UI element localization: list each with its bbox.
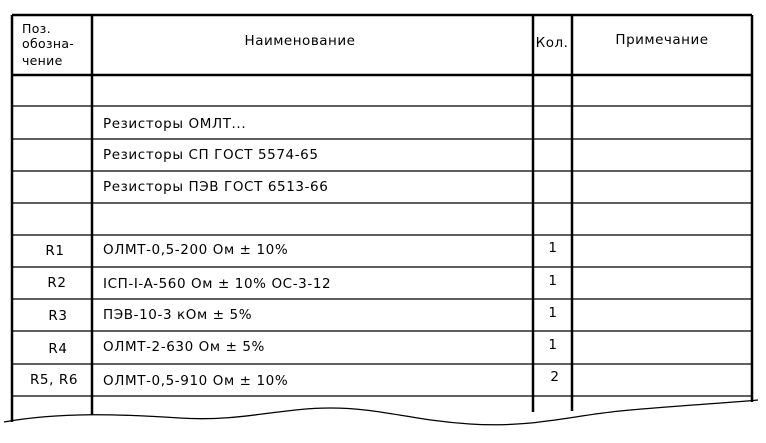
row-qty: 1 [548, 240, 558, 256]
row-name: ПЭВ-10-3 кОм ± 5% [103, 307, 253, 323]
row-name: Резисторы ОМЛТ... [103, 116, 247, 132]
row-name: Резисторы СП ГОСТ 5574-65 [103, 147, 319, 163]
row-qty: 1 [548, 273, 558, 289]
header-name: Наименование [244, 33, 356, 49]
row-qty: 1 [548, 305, 558, 321]
row-pos: R3 [48, 308, 68, 324]
header-pos-line-1: Поз. [22, 21, 51, 36]
torn-edge [4, 400, 758, 425]
row-pos: R2 [47, 275, 67, 291]
row-name: ОЛМТ-0,5-200 Ом ± 10% [103, 242, 289, 258]
header-note: Примечание [615, 32, 709, 48]
header-pos-line-3: чение [22, 53, 63, 68]
row-pos: R1 [45, 243, 65, 259]
row-name: ОЛМТ-2-630 Ом ± 5% [103, 339, 265, 355]
row-pos: R5, R6 [29, 372, 79, 388]
row-name: Резисторы ПЭВ ГОСТ 6513-66 [103, 179, 329, 195]
row-name: ОЛМТ-0,5-910 Ом ± 10% [103, 373, 289, 389]
row-pos: R4 [48, 341, 68, 357]
row-qty: 1 [548, 337, 558, 353]
header-pos-line-2: обозна- [22, 36, 75, 51]
row-name: ICП-I-A-560 Ом ± 10% ОС-3-12 [103, 276, 332, 292]
row-qty: 2 [550, 369, 560, 385]
header-qty: Кол. [535, 35, 569, 51]
